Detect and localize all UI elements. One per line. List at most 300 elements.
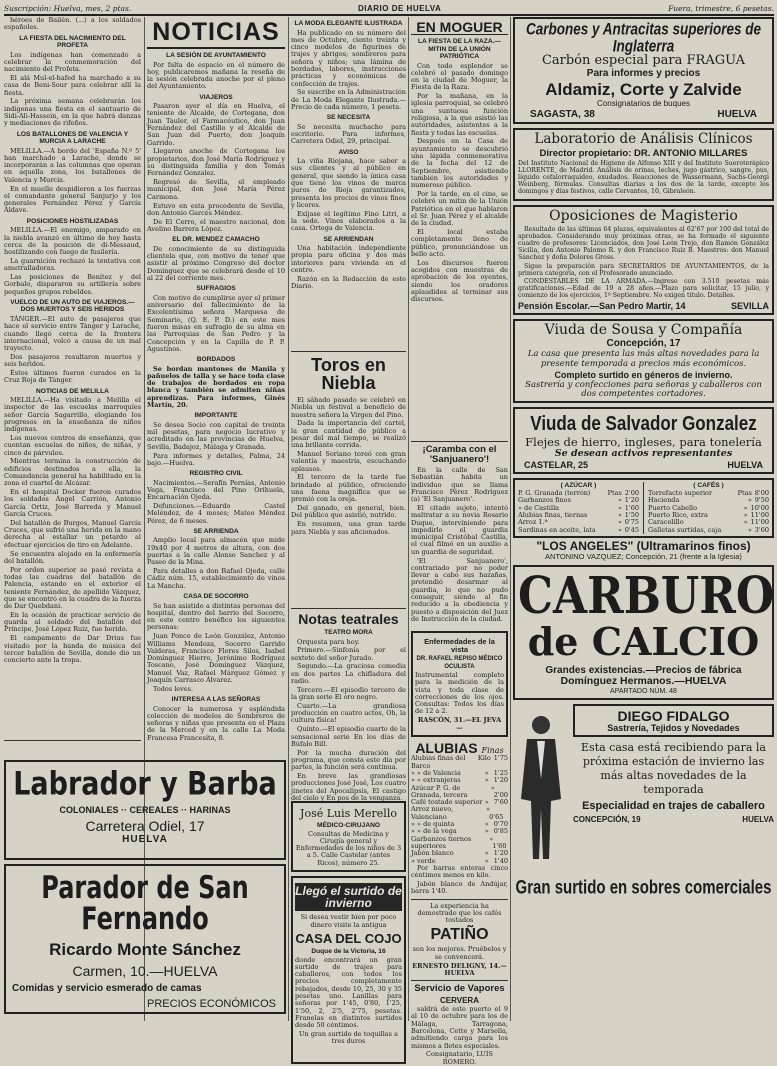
ad-footer: Gran surtido en sobres comerciales — [515, 875, 772, 899]
price-item-unit: » — [484, 820, 491, 829]
ad-title: de CALCIO — [527, 619, 760, 665]
article-text: MELILLA.—El enemigo, amparado en la niebla avanzó en último de hoy hasta cerca de la posición de di-Messaud, hostilizando con fuego de fusilería. — [4, 226, 141, 257]
ad-text: APARTADO NÚM. 48 — [610, 687, 677, 695]
ad-title: PATIÑO — [430, 926, 489, 944]
ad-text: son los mejores. Pruébelos y se convencerá. — [412, 945, 507, 961]
col3-toros — [291, 397, 406, 605]
article-text: Juan Ponce de León González, Antonio Williams Mendoza, Socorro Garrido Valderas, Francisco Flores Silos, Isabel Domínguez Hierro, Jerónimo Rodríguez Toscano, José Domínguez Vázquez, Manuel Vaz, Rafael Márquez Gómez y Joaquín Carrasco Álvarez. — [147, 632, 285, 684]
divider — [291, 608, 406, 609]
price-item-name: Azúcar P. G. de Granada, tercera — [411, 783, 468, 799]
price-item-price: 9'50 — [754, 496, 769, 505]
price-item-price: 0'75 — [624, 518, 639, 527]
price-row — [411, 785, 508, 800]
article-text: Las posiciones de Benítez y del Gorbalo, dispararon su artillería sobre pequeños grupos rebeldes. — [4, 273, 141, 296]
price-item-unit: » — [617, 525, 622, 534]
article-text: Ha publicado en su número del mes de Octubre, ciento treinta y cinco modelos de figurines de trajes y abrigos; sombreros para señora y niños; una lámina de bordados, labores, instrucciones prácticas y económicas de confección de trajes. — [291, 28, 406, 88]
subscription-outside: Fuera, trimestre, 6 pesetas. — [668, 3, 774, 13]
price-item-price: 8'00 — [754, 489, 769, 498]
article-headline: VIAJEROS — [199, 93, 233, 101]
price-item-name: P. G. Granada (terrón) — [518, 489, 591, 498]
article-text: El alá Mul-el-hafed ha marchado a su casa de Beni-Sour para celebrar allí la fiesta. — [4, 73, 141, 97]
price-row — [648, 527, 769, 534]
article-text: Con todo esplendor se celebró el pasado domingo en la ciudad de Moguer, la Fiesta de la Raza. — [411, 61, 508, 92]
ad-text: COLONIALES ·· CEREALES ·· HARINAS — [59, 805, 231, 815]
article-text: En la ocasión de practicar servicio de guarda al soldado del batallón del Príncipe, José López Ruiz, fue herido. — [4, 610, 141, 634]
price-item-value — [478, 755, 508, 770]
price-item-unit: » — [747, 496, 752, 505]
article-text: En el hospital Docker fueron curados los soldados Ángel Carrión, Antonio García Ortiz, José Barreda y Manuel García Cruces. — [4, 488, 141, 519]
ad-owner: Ricardo Monte Sánchez — [49, 940, 241, 959]
price-row — [411, 806, 508, 821]
article-text: Del ganado, en general, bien. Del público que asistió, nutrido. — [291, 504, 406, 520]
ad-address: CONCEPCIÓN, 19 — [573, 814, 641, 824]
article-headline: REGISTRO CIVIL — [189, 470, 243, 478]
price-table-sugar — [518, 482, 639, 534]
column-5-ads — [513, 17, 774, 1021]
article-text: Defunciones.—Eduardo Castel Meléndez, de 4 meses; Mateo Méndez Pérez, de 6 meses. — [147, 502, 285, 525]
article-headline: LOS BATALLONES DE VALENCIA Y MURCIA A LARACHE — [16, 130, 129, 146]
ad-text: Resultado de las últimas 64 plazas, equivalentes al 62'67 por 100 del total de aprobados. Considerando muy próximas otras, se ha formado el siguiente cuadro de profesores: Licenciados, don José León Trejo, don Ramón González Sicilia, don Antonio Palomo R. y don Francisco Ruiz B. Maestros: don Manuel Sánchez y doña Dolores Gross. — [518, 226, 769, 262]
ad-text: Del Instituto Nacional de Higiene de Alfonso XIII y del Instituto Sueroterápico LLORENTE, de Madrid. Análisis de orinas, leches, jugo gástrico, sangre, pus, líquido cefalorraquídeo, exudados. Reacciones de Wassermann, Sachs-Georgi Weinberg, fórmulas. Consultas diarias a los dos de la tarde, excepto los domingos y días festivos, calle Cervantes, 10, Gibraleón. — [518, 160, 769, 196]
price-item-price: 11'00 — [750, 510, 769, 519]
column-divider — [408, 17, 409, 1021]
article-headline: TEATRO MORA — [324, 629, 373, 636]
ad-title: DIEGO FIDALGO — [617, 707, 730, 724]
ad-address: Duque de la Victoria, 16 — [311, 948, 386, 956]
article-headline: NOTICIAS DE MELILLA — [36, 387, 109, 395]
price-item-name: Puerto Cabello — [648, 503, 698, 512]
article-text: En breve las grandiosas producciones José José, Los cuatro jinetes del Apocalipsis, El castigo del cielo y En pos de la venganza. — [291, 772, 406, 802]
article-text: Regresó de Sevilla, el empleado municipal, don José María Pérez Carmona. — [147, 178, 285, 201]
article-headline: INTERESA A LAS SEÑORAS — [171, 696, 261, 704]
ad-text: Para informes y precios — [586, 68, 701, 80]
price-item-unit: » — [490, 783, 495, 792]
column-2 — [147, 17, 285, 757]
article-text: Orquesta para hoy. — [297, 637, 360, 646]
article-headline: SE NECESITA — [326, 114, 371, 122]
ad-text: Esta casa está recibiendo para la próxima estación de invierno las más altas novedades de la temporada — [581, 741, 766, 797]
price-item-name: » » de Valencia — [411, 768, 461, 777]
divider — [291, 351, 406, 352]
ad-text: Si desea vestir bien por poco dinero visite la antigua — [300, 913, 397, 929]
price-item-price: 3'60 — [754, 525, 769, 534]
article-headline: CASA DE SOCORRO — [183, 593, 249, 601]
ad-address: Carretera Odiel, 17 — [85, 817, 205, 834]
ad-title: "LOS ANGELES" (Ultramarinos finos) — [536, 538, 751, 553]
ad-text: Domínguez Hermanos.—HUELVA — [560, 675, 727, 688]
ad-signature: Consignatario, LUIS ROMERO. — [426, 1050, 493, 1066]
price-item-value — [486, 806, 508, 821]
price-item-unit: » — [484, 776, 491, 785]
ad-title: Oposiciones de Magisterio — [549, 207, 738, 224]
ad-fidalgo — [573, 704, 774, 874]
price-item-unit: » — [484, 849, 491, 858]
article-text: En resumen, una gran tarde para Niebla y sus aficionados. — [291, 520, 406, 536]
price-item-unit: » — [617, 518, 622, 527]
column-divider — [510, 17, 511, 1021]
ad-city: HUELVA — [727, 459, 763, 470]
section-title: EN MOGUER — [411, 20, 508, 35]
article-headline: SE ARRIENDA — [193, 527, 239, 535]
price-item-name: Arroz 1.ª — [518, 518, 548, 527]
article-headline: LA FIESTA DE LA RAZA.—MITIN DE LA UNIÓN PATRIÓTICA — [417, 38, 502, 60]
ad-subtitle: DR. RAFAEL REPISO MÉDICO OCULISTA — [416, 656, 503, 670]
price-item-price: 11'00 — [750, 518, 769, 527]
ad-title: José Luis Merello — [300, 807, 397, 820]
ad-laboratorio — [513, 128, 774, 201]
article-text: Por barras enteras cinco céntimos menos en kilo. — [411, 863, 508, 880]
article-text: Se bordan mantones de Manila y pañuelos de talla y se hace toda clase de trabajos de bordados en ropa blanca y también se admiten niñas aprendizas. Para informes, Ginés Martín, 20. — [147, 364, 285, 410]
ad-title: Parador de San Fernando — [41, 869, 249, 937]
ad-address: RASCÓN, 31.—EL JEVA— — [417, 716, 502, 732]
article-text: héroes de Bailén. (...) a los soldados españoles. — [4, 16, 141, 32]
ad-title: Viuda de Sousa y Compañía — [544, 321, 743, 338]
article-text: Llegaron anoche de Cortegana los propietarios, don José María Rodríguez y su distinguida familia y don Tomás Fernández Gonzalez. — [147, 147, 285, 178]
price-item-price: 1'25 — [493, 768, 508, 777]
ad-merello — [291, 801, 406, 872]
price-table-rows — [648, 490, 769, 534]
article-headline: EL DR. MENDEZ CAMACHO — [172, 236, 260, 244]
ad-title: Llegó el surtido de invierno — [295, 884, 402, 911]
article-headline: VUELCO DE UN AUTO DE VIAJEROS.—DOS MUERTOS Y SEIS HERIDOS — [10, 298, 135, 314]
ad-carburo — [513, 565, 774, 699]
article-headline: SE ARRIENDAN — [323, 235, 374, 243]
article-text: La guarnición rechazó la tentativa con ametralladoras. — [4, 256, 141, 273]
ad-oposiciones — [513, 205, 774, 315]
article-text: Con motivo de cumplirse ayer el primer aniversario del fallecimiento de la Excelentísima señora Marquesa de Seminario, (Q. E. P. D.) en este mes fueron misas en sufragio de su alma en las Parroquias de San Pedro y la Concepción y en la Capilla de P. P. Agustinos. — [147, 293, 285, 353]
col3-top — [291, 20, 406, 348]
article-text: Manuel Soriano toreó con gran valentía y maestría, escuchando aplausos. — [291, 450, 406, 473]
price-item-value — [618, 527, 639, 534]
ad-text: Se desean activos representantes — [554, 448, 733, 460]
ad-subtitle: Sastrería, Tejidos y Novedades — [607, 722, 740, 733]
ad-casa-cojo — [291, 876, 406, 1064]
article-text: Los nuevos centros de enseñanza, que cuentan escuelas de niños, de niñas, y cinco de párvulos. — [4, 434, 141, 457]
article-text: Por la mucha duración del programa, que consta este día por partes, la función será continua. — [291, 748, 406, 772]
article-headline: BORDADOS — [196, 356, 236, 364]
article-text: De conocimiento de su distinguida clientela que, con motivo de tener que asistir al próximo Congreso del doctor Dominguez que se celebrará desde el 10 al 22 del corriente mes. — [147, 244, 285, 282]
price-row — [411, 836, 508, 851]
col4-moguer — [411, 38, 508, 438]
divider — [4, 740, 141, 741]
article-text: Por falta de espacio en el número de hoy, publicaremos mañana la reseña de la sesión celebrada anoche por el pleno del Ayuntamiento. — [147, 60, 285, 91]
ad-parador — [4, 864, 286, 1014]
price-item-name: » verde — [411, 856, 436, 865]
article-text: Cuarto.—La grandiosa producción en cuatro actos, Oh, la cultura física! — [291, 701, 406, 725]
price-table-rows — [518, 490, 639, 534]
ad-text: CONDESTABLES DE LA ARMADA.—Ingreso con 3.510 pesetas más gratificaciones.—Edad de 19 a 28 años.—Plazo para solicitar, 15 julio, y comienzo de los ejercicios, 1º Septiembre. No exigen título. Detalles. — [518, 278, 769, 300]
article-text: Los indígenas han comenzado a celebrar la conmemoración del nacimiento del Profeta. — [4, 50, 141, 74]
ad-title: Laboratorio de Análisis Clínicos — [534, 131, 753, 148]
price-item-price: 1'75 — [493, 754, 508, 763]
article-text: El campamento de Dar Drius fue visitado por la banda de música del tercer batallón de Sevilla, donde dio un concierto ante la tropa. — [4, 634, 141, 665]
article-text: El local estaba completamente lleno de público, pronunciándose un bello acto. — [411, 228, 508, 258]
ad-city: HUELVA — [717, 109, 757, 121]
price-item-unit: » — [617, 503, 622, 512]
article-text: Del batallón de Burgos, Manuel García Cruces, que sufrió una herida en la mano derecha al estallar un petardo al efectuar ejercicios de tiro en Adelante. — [4, 518, 141, 549]
article-text: 'El Sanjuanero', contrariado por no poder llevar a cabo sus hazañas, pretendió desarmar al guardia, lo que no pudo conseguir, siendo al fin reducido a la obediencia y puesto a disposición del Juez de Instrucción de la ciudad. — [411, 556, 508, 623]
article-text: Mientras termina la construcción de edificios destinados a ella, la Comandancia general ha habilitado en la zona el cuartel de Alcázar. — [4, 457, 141, 488]
ad-labrador-barba — [4, 760, 286, 860]
ad-address-row — [518, 109, 769, 120]
price-item-price: 0'70 — [493, 820, 508, 829]
article-text: La viña Riojana, hace saber a sus clientes y al público en general, que siendo la única casa que tiene los vinos de marca puros de Rioja garantizados, presenta los precios de vinos finos y licores. — [291, 157, 406, 209]
article-text: Una habitación independiente propia para oficina y dos más interiores para vivienda en el centro. — [291, 244, 406, 275]
ad-address: ANTONINO VAZQUEZ; Concepción, 21 (frente a la Iglesia) — [545, 552, 742, 562]
price-item-unit: » — [743, 518, 748, 527]
article-headline: AVISO — [338, 148, 359, 156]
price-item-name: Hacienda — [648, 496, 680, 505]
price-item-value — [485, 828, 508, 835]
article-text: Exíjase el legítimo Fino Litri, a la sede. Vinos elaborados a la casa. Ortega de Valencia. — [291, 209, 406, 233]
price-item-name: » » de la vega — [411, 827, 457, 836]
ad-city: HUELVA — [122, 834, 168, 846]
article-text: Por la mañana, en la iglesia parroquial, se celebró una suntuosa función religiosa, a la que asistió las autoridades, asistentes a la fiesta y todas las escuelas. — [411, 92, 508, 137]
article-text: Se encuentra alojado en la enfermería del batallón. — [4, 549, 141, 565]
article-text: De El Cerro, el maestro nacional, don Avelino Barrera López. — [147, 217, 285, 233]
article-headline: LA MODA ELEGANTE ILUSTRADA — [294, 20, 403, 27]
ad-title: Enfermedades de la vista — [424, 637, 495, 654]
article-text: Se han asistido a distintas personas del hospital, dentro del barrio del Socorro, en este centro benéfico los siguientes personas: — [147, 601, 285, 632]
article-text: Por orden superior se pasó revista a todas las cuadras del batallón de Palencia, estando en el exterior el teniente Fernández, de apellido Vázquez, que se encontró en la cuadra de la fuerza de Dar Quebdani. — [4, 565, 141, 611]
price-item-price: 1'20 — [493, 776, 508, 785]
ad-subtitle: Director propietario: DR. ANTONIO MILLARES — [539, 147, 748, 159]
ad-text: Consultas de Medicina y Cirugía general y Enfermedades de los niños de 3 a 5. Calle Castelar (antes Ricos), número 25. — [295, 829, 402, 867]
newspaper-name: DIARIO DE HUELVA — [358, 3, 442, 13]
ad-address: Pensión Escolar.—San Pedro Martir, 14 — [518, 300, 686, 311]
column-4 — [411, 17, 508, 1066]
ad-text: Comidas y servicio esmerado de camas — [12, 983, 202, 995]
article-text: Amplio local para almacén que mide 19x40 por 4 metros de altura, con dos puertas a la calle Alonso Sanchez y al Paseo de la Mina. — [147, 536, 285, 567]
column-3 — [291, 17, 406, 1046]
tailor-figure-illustration — [513, 704, 569, 874]
ad-address: SAGASTA, 38 — [530, 109, 595, 121]
col3-teatro — [291, 629, 406, 802]
price-item-unit: » — [486, 805, 491, 814]
ad-shop-name: CASA DEL COJO — [295, 931, 402, 947]
article-headline: LA SESIÓN DE AYUNTAMIENTO — [166, 52, 266, 59]
ad-address-row — [518, 460, 769, 470]
ad-title: Servicio de Vapores — [414, 983, 505, 995]
ad-city: HUELVA — [742, 814, 774, 824]
divider — [643, 482, 644, 534]
article-text: Segundo.—La graciosa comedia en dos partes La chifladura del radio. — [291, 662, 406, 685]
price-item-unit: Ptas — [737, 489, 752, 498]
ad-text: donde encontrará un gran surtido de trajes para caballeros, con todos los precios completamente rebajados, desde 10, 25, 30 y 35 pesetas uno. Lanillas para señoras por 1'45, 0'80, 1'25, 1'50, 2, 2'5, 2'75, pesetas. Franelas en distintos surtidos desde 50 céntimos. — [295, 955, 402, 1030]
price-item-price: 2'00 — [624, 489, 639, 498]
article-text: Se suscribe en la Administración de La Moda Elegante Ilustrada.—Precio de cada número, 1 peseta. — [291, 88, 406, 111]
price-item-value — [491, 785, 508, 800]
article-text: El tercero de la tarde fue brindado al público, ofreciendo una faena magnífica que se premió con la oreja. — [291, 473, 406, 504]
ad-title: Viuda de Salvador Gonzalez — [530, 412, 757, 436]
ad-address-row — [518, 301, 769, 311]
price-item-name: Arroz nuevo, Valenciano — [411, 805, 454, 821]
price-item-unit: » — [484, 798, 491, 807]
ad-text: Especialidad en trajes de caballero — [582, 800, 765, 813]
article-text: Primero.—Sinfonía por el sexteto del señor Jurado. — [291, 646, 406, 662]
price-item-name: Garbanzos finos — [518, 496, 571, 505]
price-item-price: 1'20 — [624, 496, 639, 505]
price-item-name: Jabón blanco — [411, 849, 454, 858]
ad-text: Sigue la preparación para SECRETARIOS DE AYUNTAMIENTOS, de la primera categoría, con el Profesorado anunciado. — [518, 262, 769, 277]
price-item-name: » de Castilla — [518, 503, 560, 512]
article-text: El citado sujeto, intentó maltratar a su novia Rosario Duque, interviniendo para impedirlo el guardia municipal Cristóbal Castilla, el cual filmó en un auxilio a un guardia de seguridad. — [411, 503, 508, 556]
price-list-subheading: Finas — [481, 746, 504, 756]
ad-carbones — [513, 17, 774, 124]
section-title: NOTICIAS — [147, 20, 285, 49]
article-text: Quinto.—El episodio cuarto de la sensacional serie En los días de Búfalo Bill. — [291, 725, 406, 748]
article-text: Por la tarde, en el cine, se celebró un mitin de la Unión Patriótica en el que hablaron el Sr. Juan Pérez y el alcalde de la ciudad. — [411, 190, 508, 228]
price-item-price: 0'45 — [624, 525, 639, 534]
price-item-name: Torrefacto superior — [648, 489, 713, 498]
divider — [411, 899, 508, 900]
masthead-strip — [4, 2, 774, 14]
price-list — [411, 755, 508, 864]
price-list-heading: ALUBIAS — [415, 740, 478, 757]
article-text: Se desea Socio con capital de treinta mil pesetas, para negocio lucrativo y acreditado en las provincias de Huelva, Sevilla, Badajoz, Málaga y Granada. — [147, 420, 285, 451]
price-item-value — [485, 777, 508, 784]
price-item-unit: » — [743, 503, 748, 512]
price-item-unit: Ptas — [607, 489, 622, 498]
price-item-name: Alubias finas del Barco — [411, 754, 466, 770]
article-text: Nacimientos.—Serafín Pernías, Antonio Vega, Francisco del Pino Orihuela, Encarnación Ojeda. — [147, 478, 285, 502]
article-text: Dos pasajeros resultaron muertos y seis heridos. — [4, 352, 141, 369]
price-item-name: Garbanzos tiernos superiores — [411, 834, 472, 850]
article-text: Se necesita muchacho para escritorio. Para informes, Carretera Odiel, 29, principal. — [291, 122, 406, 146]
price-row — [411, 755, 508, 770]
article-text: En la calle de San Sebastián habita un individuo que se llama Francisco Pérez Rodríguez (a) 'El Sanjuanero'. — [411, 466, 508, 504]
article-headline: IMPORTANTE — [194, 412, 238, 420]
price-item-name: Puerto Rico, extra — [648, 510, 708, 519]
article-text: Dada la importancia del cartel, la gran cantidad de público a pesar del mal tiempo, se realizó una brillante corrida. — [291, 419, 406, 450]
ad-text: Carbón especial para FRAGUA — [541, 53, 746, 68]
ad-subtitle: MÉDICO-CIRUJANO — [316, 822, 380, 829]
ad-repiso — [411, 631, 508, 737]
ad-text: Grandes existencias.—Precios de fábrica — [545, 665, 742, 677]
ad-sousa — [513, 319, 774, 404]
article-text: El sábado pasado se celebró en Niebla un festival a beneficio de nuestra señora la Virgen del Pino. — [291, 396, 406, 419]
price-row — [518, 527, 639, 534]
price-table-coffee — [648, 482, 769, 534]
ad-company: Aldamiz, Corte y Zalvide — [545, 80, 742, 100]
article-text: Conocer la numerosa y espléndida colección de modelos de Sombreros de señoras y niñas que presenta en el Plaza de la Merced y en la calle La Moda Francesa Francesita, 8. — [147, 704, 285, 742]
article-text: Razón en la Redacción de este Diario. — [291, 274, 406, 291]
price-item-value — [489, 836, 508, 851]
price-table-heading: ( CAFÉS ) — [693, 481, 724, 489]
price-item-price: 0'65 — [489, 812, 504, 821]
ad-title: CARBURO — [518, 567, 775, 627]
price-item-price: 1'60 — [492, 841, 507, 850]
ad-text: La experiencia ha demostrado que los cafés tostados — [417, 901, 502, 925]
price-item-name: Galletas surtidas, caja — [648, 525, 722, 534]
article-text: Los discursos fueron acogidos con muestras de aprobación de los oyentes, siendo los oradores aplaudidos al terminar sus discursos. — [411, 258, 508, 304]
price-item-price: 0'85 — [493, 827, 508, 836]
ad-salvador-gonzalez — [513, 407, 774, 473]
price-item-name: » » extranjeras — [411, 776, 461, 785]
section-title: Toros en Niebla — [311, 355, 386, 393]
article-text: Tercero.—El episodio tercero de la gran serie El oro negro. — [291, 685, 406, 702]
ad-fidalgo-header — [573, 704, 774, 738]
price-item-value — [748, 527, 769, 534]
ad-city: SEVILLA — [730, 300, 769, 311]
article-headline: SUFRAGIOS — [196, 285, 236, 293]
ad-text: saldrá de este puerto el 9 al 10 de octubre para los de Málaga, Tarragona, Barcelona, Cette y Marsella, admitiendo carga para los mismos a fletes especiales. — [411, 1005, 508, 1050]
col4-sanjuanero — [411, 467, 508, 627]
price-item-unit: » — [617, 510, 622, 519]
ad-text: Completo surtido en géneros de invierno. — [554, 369, 733, 380]
tailor-figure-icon — [515, 709, 567, 869]
ad-address-row — [573, 815, 774, 824]
article-text: MELILLA.—A bordo del 'España N.º 5' han marchado a Larache, donde se incorporarán a las columnas que operan en aquella zona, los batallones de Valencia y Murcia. — [4, 146, 141, 184]
subscription-local: Suscripción: Huelva, mes, 2 ptas. — [4, 3, 132, 13]
price-item-price: 1'40 — [493, 856, 508, 865]
section-title: ¡Caramba con el 'Sanjuanero'! — [422, 444, 497, 465]
article-text: Pasaron ayer el día en Huelva, el teniente de Alcalde, de Cortegana, don Juan Tauler, el Farmacéutico, don Juan Fernández del Castillo y el Alcalde de San Juan del Puerto, don Joaquín Garrido. — [147, 102, 285, 147]
ad-address: CASTELAR, 25 — [524, 459, 589, 470]
price-table-heading: ( AZÚCAR ) — [560, 481, 597, 489]
price-item-unit: » — [484, 827, 491, 836]
ad-title: Labrador y Barba — [13, 765, 277, 804]
price-item-price: 10'00 — [750, 503, 769, 512]
price-item-name: Sardinas en aceite, lata — [518, 525, 596, 534]
ad-los-angeles-prices — [513, 478, 774, 538]
article-text: Para detalles a don Rafael Ojeda, calle Cádiz núm. 15, establecimiento de vinos La Mancha. — [147, 567, 285, 590]
price-item-name: » » de quinta — [411, 820, 455, 829]
price-item-unit: » — [484, 856, 491, 865]
article-text: La próxima semana celebrarán los indígenas una fiesta en el santuario de Sidi-Ali-Hassein, en la que habrá danzas y mediaciones de rifeños. — [4, 97, 141, 128]
price-item-price: 1'60 — [624, 503, 639, 512]
price-item-unit: Kilo — [477, 754, 491, 763]
ad-text: Sastrería y confecciones para señoras y caballeros con dos competentes cortadores. — [525, 379, 762, 400]
price-item-name: Alubias finas, tiernas — [518, 510, 588, 519]
article-text: Todos leves. — [153, 684, 194, 693]
ad-text: Un gran surtido de toquillas a tres duros — [299, 1030, 398, 1046]
article-text: En el muelle despidieron a los fuerzas el comandante general Sanjurjo y los generales Fernández Pérez y García Aldave. — [4, 184, 141, 215]
article-text: Estuvo en esta procedente de Sevilla, don Antonio Garcés Méndez. — [147, 201, 285, 217]
ad-fidalgo-row — [513, 704, 774, 874]
ads-bottom-left — [4, 760, 286, 1018]
article-text: Jabón blanco de Andújar, barra 1'40. — [411, 879, 508, 896]
ad-text: Consignatarios de buques — [597, 99, 690, 109]
article-headline: POSICIONES HOSTILIZADAS — [26, 217, 119, 225]
divider — [411, 441, 508, 442]
col1-news — [4, 17, 141, 737]
article-text: TÁNGER.—El auto de pasajeros que hace el servicio entre Tánger y Larache, cuando llegó cerca de la frontera internacional, volcó a causa de un mal trayecto. — [4, 314, 141, 353]
price-item-price: 1'20 — [493, 849, 508, 858]
price-item-price: 7'60 — [493, 798, 508, 807]
price-item-unit: » — [489, 834, 494, 843]
ad-text: La casa que presenta las más altas novedades para la presente temporada a precios más económicos. — [527, 349, 760, 369]
price-item-name: Café tostado superior — [411, 798, 483, 807]
column-divider — [288, 17, 289, 1021]
divider — [411, 980, 508, 981]
article-text: Éstos últimos fueron curados en la Cruz Roja de Tánger. — [4, 368, 141, 385]
ad-text: Instrumental completo para la medición de la vista y toda clase de correcciones de los ojos. Consultas: Todos los días de 12 a 2. — [415, 671, 504, 716]
ad-address: Carmen, 10.—HUELVA — [72, 962, 218, 979]
price-item-price: 1'50 — [624, 510, 639, 519]
price-item-unit: » — [743, 510, 748, 519]
price-item-unit: » — [747, 525, 752, 534]
section-title: Notas teatrales — [298, 611, 399, 627]
ad-text: PRECIOS ECONÓMICOS — [147, 998, 276, 1011]
ad-address: Concepción, 17 — [606, 338, 681, 350]
price-item-price: 2'00 — [493, 790, 508, 799]
price-item-unit: » — [617, 496, 622, 505]
article-text: MELILLA.—Ha visitado a Melilla el inspector de las escuelas marroquíes señor García Sagarrillo, elogiando los progresos en la enseñanza de niños indígenas. — [4, 396, 141, 434]
price-list-title — [411, 741, 508, 755]
article-text: Para informes y detalles, Palma, 24 bajo.—Huelva. — [147, 451, 285, 467]
ad-title: Carbones y Antracitas superiores de Inglaterra — [525, 20, 762, 55]
